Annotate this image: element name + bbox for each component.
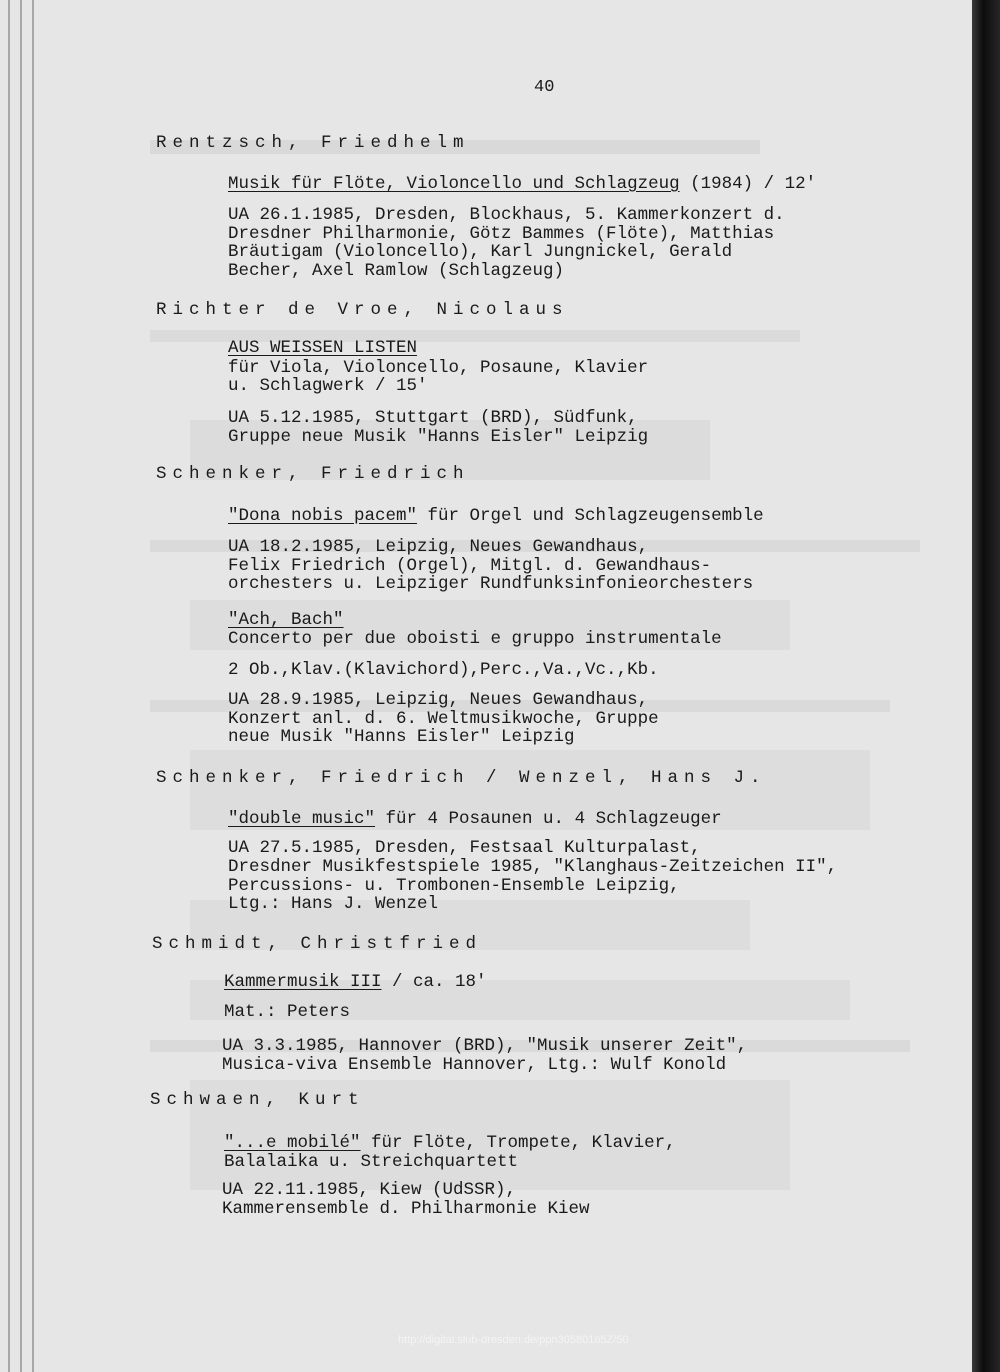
premiere-line: Konzert anl. d. 6. Weltmusikwoche, Gruppe [228, 709, 659, 729]
premiere-line: Percussions- u. Trombonen-Ensemble Leipzig, [228, 876, 680, 896]
premiere-line: Musica-viva Ensemble Hannover, Ltg.: Wulf Konold [222, 1055, 727, 1075]
work-suffix: / ca. 18' [381, 972, 487, 992]
composer-heading: Schenker, Friedrich / Wenzel, Hans J. [156, 768, 767, 788]
work-line [224, 1133, 676, 1153]
work-title: "double music" [228, 809, 376, 829]
premiere-line: Bräutigam (Violoncello), Karl Jungnickel, Gerald [228, 242, 733, 262]
premiere-line: Gruppe neue Musik "Hanns Eisler" Leipzig [228, 427, 649, 447]
page-edge [8, 0, 10, 1372]
work-line [228, 809, 722, 829]
premiere-line: UA 18.2.1985, Leipzig, Neues Gewandhaus, [228, 537, 649, 557]
composer-heading: Richter de Vroe, Nicolaus [156, 300, 569, 320]
work-line: Balalaika u. Streichquartett [224, 1152, 519, 1172]
composer-heading: Schenker, Friedrich [156, 464, 470, 484]
work-title: Kammermusik III [224, 972, 382, 992]
work-title: "Dona nobis pacem" [228, 506, 418, 526]
composer-heading: Rentzsch, Friedhelm [156, 133, 470, 153]
premiere-line: UA 26.1.1985, Dresden, Blockhaus, 5. Kammerkonzert d. [228, 205, 785, 225]
work-suffix: für 4 Posaunen u. 4 Schlagzeuger [375, 809, 722, 829]
premiere-line: UA 27.5.1985, Dresden, Festsaal Kulturpalast, [228, 838, 701, 858]
page-number: 40 [534, 78, 555, 97]
premiere-line: UA 22.11.1985, Kiew (UdSSR), [222, 1180, 517, 1200]
premiere-line: Felix Friedrich (Orgel), Mitgl. d. Gewandhaus- [228, 556, 712, 576]
work-suffix: für Flöte, Trompete, Klavier, [360, 1133, 676, 1153]
instrumentation-line: 2 Ob.,Klav.(Klavichord),Perc.,Va.,Vc.,Kb. [228, 660, 659, 680]
composer-heading: Schwaen, Kurt [150, 1090, 365, 1110]
page-edge [32, 0, 34, 1372]
premiere-line: UA 5.12.1985, Stuttgart (BRD), Südfunk, [228, 408, 638, 428]
premiere-line: Kammerensemble d. Philharmonie Kiew [222, 1199, 590, 1219]
work-line [224, 972, 487, 992]
premiere-line: Ltg.: Hans J. Wenzel [228, 894, 439, 914]
work-title: "Ach, Bach" [228, 610, 344, 630]
source-url: http://digital.slub-dresden.de/ppn30580165Z/50 [398, 1334, 629, 1346]
work-title: AUS WEISSEN LISTEN [228, 338, 418, 358]
premiere-line: neue Musik "Hanns Eisler" Leipzig [228, 727, 575, 747]
premiere-line: Becher, Axel Ramlow (Schlagzeug) [228, 261, 565, 281]
work-line [228, 174, 816, 194]
work-line: u. Schlagwerk / 15' [228, 376, 428, 396]
premiere-line: Dresdner Musikfestspiele 1985, "Klanghaus-Zeitzeichen II", [228, 857, 838, 877]
work-title: Musik für Flöte, Violoncello und Schlagzeug [228, 174, 680, 194]
work-suffix: (1984) / 12' [679, 174, 817, 194]
material-line: Mat.: Peters [224, 1002, 351, 1022]
book-spine [972, 0, 1000, 1372]
premiere-line: orchesters u. Leipziger Rundfunksinfonieorchesters [228, 574, 754, 594]
premiere-line: UA 28.9.1985, Leipzig, Neues Gewandhaus, [228, 690, 649, 710]
work-line: Concerto per due oboisti e gruppo instrumentale [228, 629, 722, 649]
work-title: "...e mobilé" [224, 1133, 361, 1153]
page-edge [20, 0, 22, 1372]
premiere-line: UA 3.3.1985, Hannover (BRD), "Musik unserer Zeit", [222, 1036, 748, 1056]
composer-heading: Schmidt, Christfried [152, 934, 483, 954]
work-line [228, 506, 764, 526]
premiere-line: Dresdner Philharmonie, Götz Bammes (Flöte), Matthias [228, 224, 775, 244]
work-line: für Viola, Violoncello, Posaune, Klavier [228, 358, 649, 378]
work-suffix: für Orgel und Schlagzeugensemble [417, 506, 764, 526]
